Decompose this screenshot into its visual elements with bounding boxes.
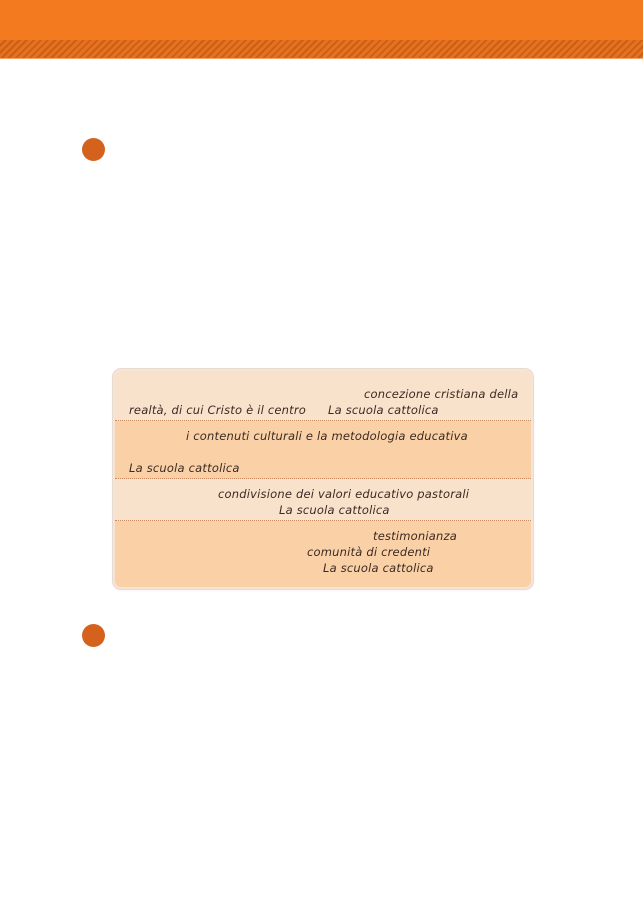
row2-text-2: La scuola cattolica [129, 461, 240, 475]
section-bullet-1 [82, 138, 105, 161]
row1-text-2: realtà, di cui Cristo è il centro [129, 403, 307, 417]
info-row-2 [115, 421, 531, 479]
section-bullet-2 [82, 624, 105, 647]
row1-text-1: concezione cristiana della [364, 387, 519, 401]
row4-text-1: testimonianza [373, 529, 458, 543]
info-row-4 [115, 521, 531, 587]
row4-text-3: La scuola cattolica [323, 561, 434, 575]
row3-text-1: condivisione dei valori educativo pastorali [218, 487, 470, 501]
row4-text-2: comunità di credenti [307, 545, 431, 559]
row2-text-1: i contenuti culturali e la metodologia educativa [186, 429, 468, 443]
info-row-3 [115, 479, 531, 521]
row1-text-3: La scuola cattolica [328, 403, 439, 417]
info-box [113, 369, 533, 589]
info-row-1 [115, 371, 531, 421]
header-hatch-band [0, 40, 643, 59]
row3-text-2: La scuola cattolica [279, 503, 390, 517]
header-bar [0, 0, 643, 40]
